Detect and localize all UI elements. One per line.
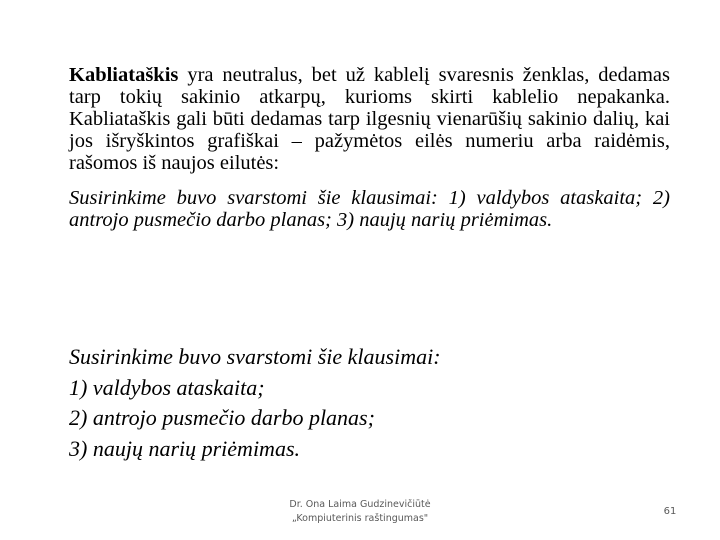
slide-body (69, 64, 670, 231)
footer-author-block (240, 498, 480, 526)
footer-course: „Kompiuterinis raštingumas" (291, 513, 429, 524)
list-item: 1) valdybos ataskaita; (69, 374, 265, 400)
inline-example: Susirinkime buvo svarstomi šie klausimai: 1) valdybos ataskaita; 2) antrojo pusmečio darbo planas; 3) naujų narių priėmimas. (69, 187, 670, 231)
definition-text: yra neutralus, bet už kablelį svaresnis ženklas, dedamas tarp tokių sakinio atkarpų, kurioms skirti kablelio nepakanka. Kabliataškis gali būti dedamas tarp ilgesnių vienarūšių sakinio dalių, kai jos išryškintos grafiškai – pažymėtos eilės numeriu arba raidėmis, rašomos iš naujos eilutės: (69, 64, 670, 174)
list-example-intro: Susirinkime buvo svarstomi šie klausimai: (69, 344, 441, 369)
definition-paragraph (69, 64, 670, 174)
footer-author: Dr. Ona Laima Gudzinevičiūtė (289, 499, 431, 510)
defined-term: Kabliataškis (69, 64, 179, 86)
list-example (69, 342, 670, 464)
page-number: 61 (663, 506, 677, 517)
list-item: 3) naujų narių priėmimas. (69, 435, 300, 461)
list-item: 2) antrojo pusmečio darbo planas; (69, 405, 375, 430)
